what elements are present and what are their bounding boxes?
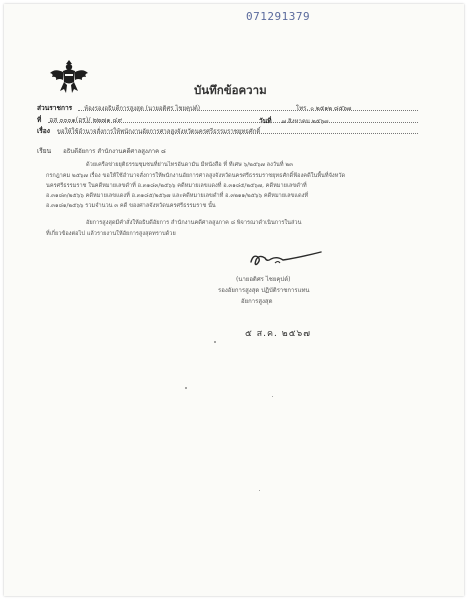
document-title: บันทึกข้อความ [194,83,267,97]
agency-value: ห้องรองอธิบดีการสูงสุด (นายอดิศร ไชยคุปต์) [84,105,201,112]
body-line: อัยการสูงสุดมีคำสั่งให้อธิบดีอัยการ สำนักงานคดีศาลสูงภาค ๘ พิจารณาดำเนินการในส่วน [86,220,302,226]
subject-value: ขอให้ใช้อำนาจสั่งการให้พนักงานอัยการศาลสูงจังหวัดนครศรีธรรมราชยุทธศักดิ์ [56,128,261,135]
subject-row [37,125,260,136]
agency-label: ส่วนราชการ [37,104,73,112]
body-line: ที่เกี่ยวข้องต่อไป แล้วรายงานให้อัยการสูงสุดทราบด้วย [46,231,176,237]
scan-number-stamp: 071291379 [246,10,311,23]
signer-position-secondary: อัยการสูงสุด [241,298,273,305]
signer-position: รองอัยการสูงสุด ปฏิบัติราชการแทน [218,287,310,294]
to-row [37,145,166,156]
scan-speck [185,387,187,389]
document-page [4,4,464,596]
signed-date-stamp: ๕ ส.ค. ๒๕๖๗ [245,329,311,339]
body-line: กรกฎาคม ๒๕๖๗ เรื่อง ขอให้ใช้อำนาจสั่งการให้พนักงานอัยการศาลสูงจังหวัดนครศรีธรรมราชยุทธศักดิ์ฟ้องคดีในพื้นที่จังหวัด [46,173,346,179]
signer-name: (นายอดิศร ไชยคุปต์) [236,276,291,283]
subject-dotted-line [58,133,418,134]
date-value: ๗ สิงหาคม ๒๕๖๗ [281,118,329,125]
to-label: เรียน [37,147,52,155]
reference-row [37,114,122,125]
reference-label: ที่ [37,116,42,124]
agency-dotted-line [78,110,418,111]
garuda-emblem-icon [49,60,89,94]
date-label: วันที่ [259,117,272,125]
scan-speck [272,396,273,397]
scan-speck [259,490,260,491]
reference-value: อส ๐๐๐๑(อร)/ ๒๒๗๑ ๔๙ [49,116,123,124]
agency-row [37,102,200,113]
body-line: นครศรีธรรมราช ในคดีหมายเลขดำที่ อ.๓๑๘๓/๒๕๖๖ คดีหมายเลขแดงที่ อ.๓๑๘๕/๒๕๖๗, คดีหมายเลขดำที่ [46,183,307,189]
agency-telephone: โทร. ๐ ๒๕๑๒ ๘๕๖๗ [296,105,352,112]
body-line: อ.๓๑๘๑/๒๕๖๖ รวมจำนวน ๓ คดี ของศาลจังหวัดนครศรีธรรมราช นั้น [46,203,216,209]
to-value: อธิบดีอัยการ สำนักงานคดีศาลสูงภาค ๘ [63,148,166,155]
reference-dotted-line [48,122,418,123]
subject-label: เรื่อง [37,127,50,135]
body-line: อ.๓๑๘๓/๒๕๖๖ คดีหมายเลขแดงที่ อ.๓๑๘๕/๒๕๖๗ และคดีหมายเลขดำที่ อ.๓๒๑๑/๒๕๖๖ คดีหมายเลขแดงที่ [46,193,309,199]
body-line: ด้วยเครือข่ายยุติธรรมชุมชนที่ย่านไทรอันดามัน มีหนังสือ ที่ ทีเศษ ๖/๒๕๖๗ ลงวันที่ ๒๓ [86,162,293,168]
scan-speck [214,341,216,343]
handwritten-signature [247,248,327,270]
date-row [259,115,329,126]
